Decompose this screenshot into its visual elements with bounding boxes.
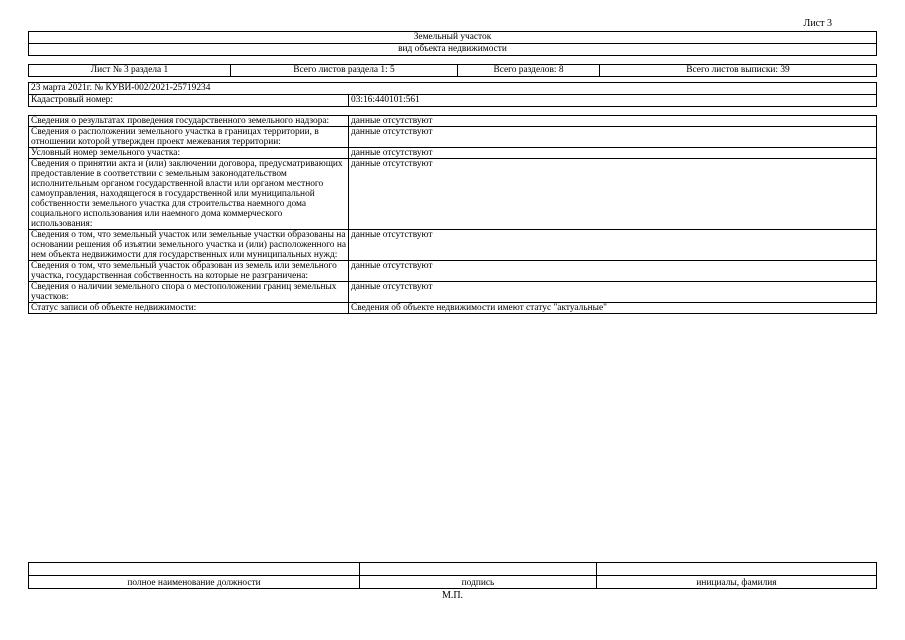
row-value: данные отсутствуют: [349, 127, 877, 148]
row-label: Сведения о том, что земельный участок образован из земель или земельного участка, государственная собственность на которые не разграничена:: [29, 261, 349, 282]
table-row: [29, 261, 877, 282]
row-label: Статус записи об объекте недвижимости:: [29, 303, 349, 314]
document-meta: [28, 82, 877, 107]
row-label: Сведения о результатах проведения государственного земельного надзора:: [29, 116, 349, 127]
row-value: Сведения об объекте недвижимости имеют статус "актуальные": [349, 303, 877, 314]
row-label: Сведения о том, что земельный участок или земельные участки образованы на основании решения об изъятии земельного участка и (или) расположенного на нем объекта недвижимости для государственных или муниципальных нужд:: [29, 230, 349, 261]
object-header: [28, 31, 877, 56]
row-label: Сведения о наличии земельного спора о местоположении границ земельных участков:: [29, 282, 349, 303]
cadastral-label: Кадастровый номер:: [29, 95, 349, 107]
row-value: данные отсутствуют: [349, 261, 877, 282]
position-caption: полное наименование должности: [29, 576, 360, 589]
row-value: данные отсутствуют: [349, 148, 877, 159]
date-number: 23 марта 2021г. № КУВИ-002/2021-25719234: [29, 83, 877, 95]
sheet-label: Лист 3: [803, 18, 832, 29]
row-label: Сведения о принятии акта и (или) заключении договора, предусматривающих предоставление в соответствии с земельным законодательством исполнительным органом государственной власти или органом местного самоуправления, находящегося в государственной или муниципальной собственности земельного участка для строительства наемного дома социального использования или наемного дома коммерческого использования:: [29, 159, 349, 230]
cadastral-value: 03:16:440101:561: [349, 95, 877, 107]
table-row: [29, 303, 877, 314]
row-label: Условный номер земельного участка:: [29, 148, 349, 159]
table-row: [29, 282, 877, 303]
row-value: данные отсутствуют: [349, 230, 877, 261]
object-type: Земельный участок: [29, 32, 877, 44]
signature-caption: подпись: [360, 576, 597, 589]
details-table: [28, 115, 877, 314]
signature-field: [360, 563, 597, 576]
row-value: данные отсутствуют: [349, 282, 877, 303]
stamp-label: М.П.: [441, 590, 464, 601]
table-row: [29, 148, 877, 159]
initials-field: [597, 563, 877, 576]
row-value: данные отсутствуют: [349, 159, 877, 230]
table-row: [29, 116, 877, 127]
sheet-number: Лист № 3 раздела 1: [29, 65, 231, 77]
position-field: [29, 563, 360, 576]
sections-total: Всего разделов: 8: [458, 65, 600, 77]
object-subtitle: вид объекта недвижимости: [29, 44, 877, 56]
sheet-info-row: [28, 64, 877, 77]
row-value: данные отсутствуют: [349, 116, 877, 127]
sheets-in-section: Всего листов раздела 1: 5: [231, 65, 458, 77]
signature-block: [28, 562, 877, 589]
table-row: [29, 230, 877, 261]
row-label: Сведения о расположении земельного участка в границах территории, в отношении которой утвержден проект межевания территории:: [29, 127, 349, 148]
table-row: [29, 127, 877, 148]
sheets-total: Всего листов выписки: 39: [600, 65, 877, 77]
table-row: [29, 159, 877, 230]
initials-caption: инициалы, фамилия: [597, 576, 877, 589]
